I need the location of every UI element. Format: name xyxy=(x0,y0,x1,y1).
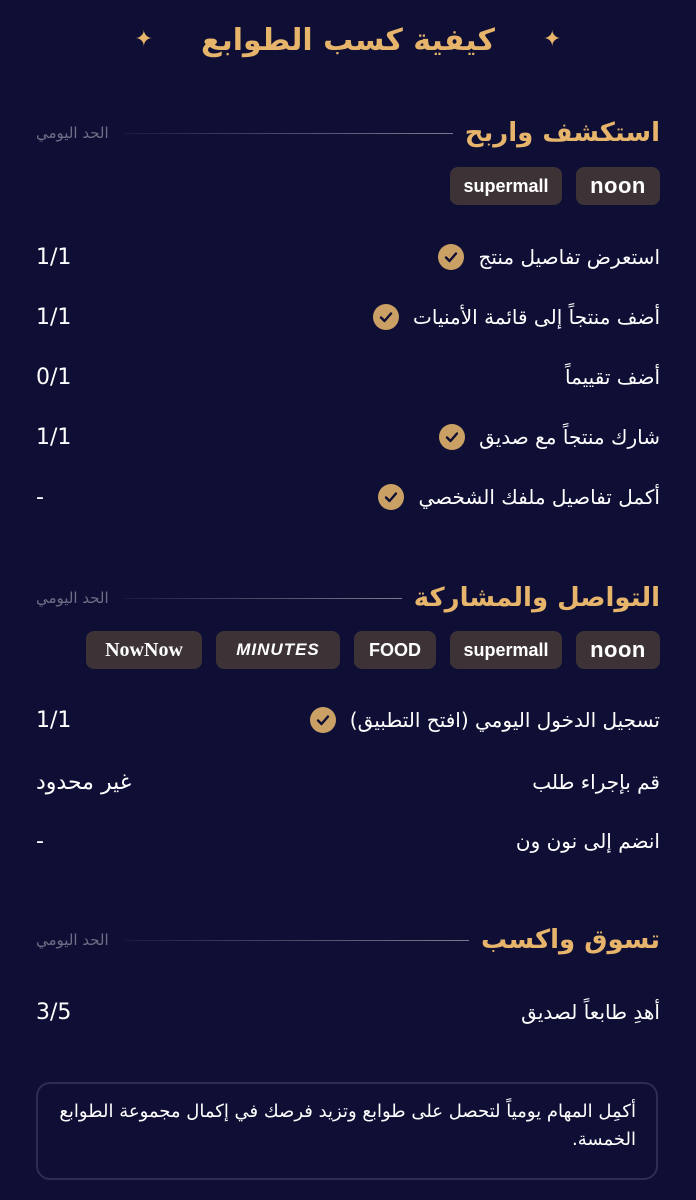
daily-limit-label: الحد اليومي xyxy=(36,124,109,142)
check-circle-icon xyxy=(310,707,336,733)
brand-chip-minutes: MINUTES xyxy=(216,631,340,669)
brand-chip-noon: noon xyxy=(576,167,660,205)
section-title: تسوق واكسب xyxy=(481,925,660,955)
task-progress: 1/1 xyxy=(36,707,72,733)
task-label: قم بإجراء طلب xyxy=(532,770,660,794)
sparkle-icon: ✦ xyxy=(134,27,154,52)
task-progress: غير محدود xyxy=(36,769,132,795)
task-row xyxy=(36,297,660,337)
task-row xyxy=(36,700,660,740)
check-circle-icon xyxy=(373,304,399,330)
divider xyxy=(125,598,402,599)
section-explore-header xyxy=(36,113,660,153)
page-header xyxy=(0,18,696,62)
daily-limit-label: الحد اليومي xyxy=(36,931,109,949)
check-circle-icon xyxy=(378,484,404,510)
divider xyxy=(125,133,453,134)
task-progress: - xyxy=(36,484,44,510)
task-progress: 0/1 xyxy=(36,364,72,390)
task-progress: 1/1 xyxy=(36,244,72,270)
task-label: انضم إلى نون ون xyxy=(515,829,660,853)
brand-chip-supermall: supermall xyxy=(450,167,562,205)
brand-chip-food: FOOD xyxy=(354,631,436,669)
check-circle-icon xyxy=(438,244,464,270)
brand-chip-supermall: supermall xyxy=(450,631,562,669)
section-title: استكشف واربح xyxy=(464,118,660,148)
info-text: أكمِل المهام يومياً لتحصل على طوابع وتزيد فرصك في إكمال مجموعة الطوابع الخمسة. xyxy=(59,1101,636,1150)
task-label: أضف منتجاً إلى قائمة الأمنيات xyxy=(413,305,660,329)
task-label: تسجيل الدخول اليومي (افتح التطبيق) xyxy=(349,708,660,732)
task-row xyxy=(36,237,660,277)
task-row xyxy=(36,992,660,1032)
task-progress: - xyxy=(36,828,44,854)
daily-limit-label: الحد اليومي xyxy=(36,589,109,607)
task-label: أكمل تفاصيل ملفك الشخصي xyxy=(418,485,660,509)
task-label: أضف تقييماً xyxy=(564,365,660,389)
task-label: استعرض تفاصيل منتج xyxy=(478,245,660,269)
task-row xyxy=(36,417,660,457)
page-title: كيفية كسب الطوابع xyxy=(201,22,495,58)
task-row xyxy=(36,357,660,397)
section-explore-brand-chips xyxy=(450,167,660,205)
info-box xyxy=(36,1082,658,1180)
sparkle-icon: ✦ xyxy=(542,27,562,52)
task-label: أهدِ طابعاً لصديق xyxy=(521,1000,660,1024)
task-progress: 1/1 xyxy=(36,424,72,450)
brand-chip-noon: noon xyxy=(576,631,660,669)
divider xyxy=(125,940,469,941)
task-row xyxy=(36,762,660,802)
task-row xyxy=(36,821,660,861)
task-row xyxy=(36,477,660,517)
section-engage-header xyxy=(36,578,660,618)
section-shop-header xyxy=(36,920,660,960)
section-engage-brand-chips xyxy=(86,631,660,669)
section-title: التواصل والمشاركة xyxy=(413,583,660,613)
task-progress: 3/5 xyxy=(36,999,72,1025)
task-progress: 1/1 xyxy=(36,304,72,330)
task-label: شارك منتجاً مع صديق xyxy=(479,425,660,449)
brand-chip-nownow: NowNow xyxy=(86,631,202,669)
check-circle-icon xyxy=(439,424,465,450)
